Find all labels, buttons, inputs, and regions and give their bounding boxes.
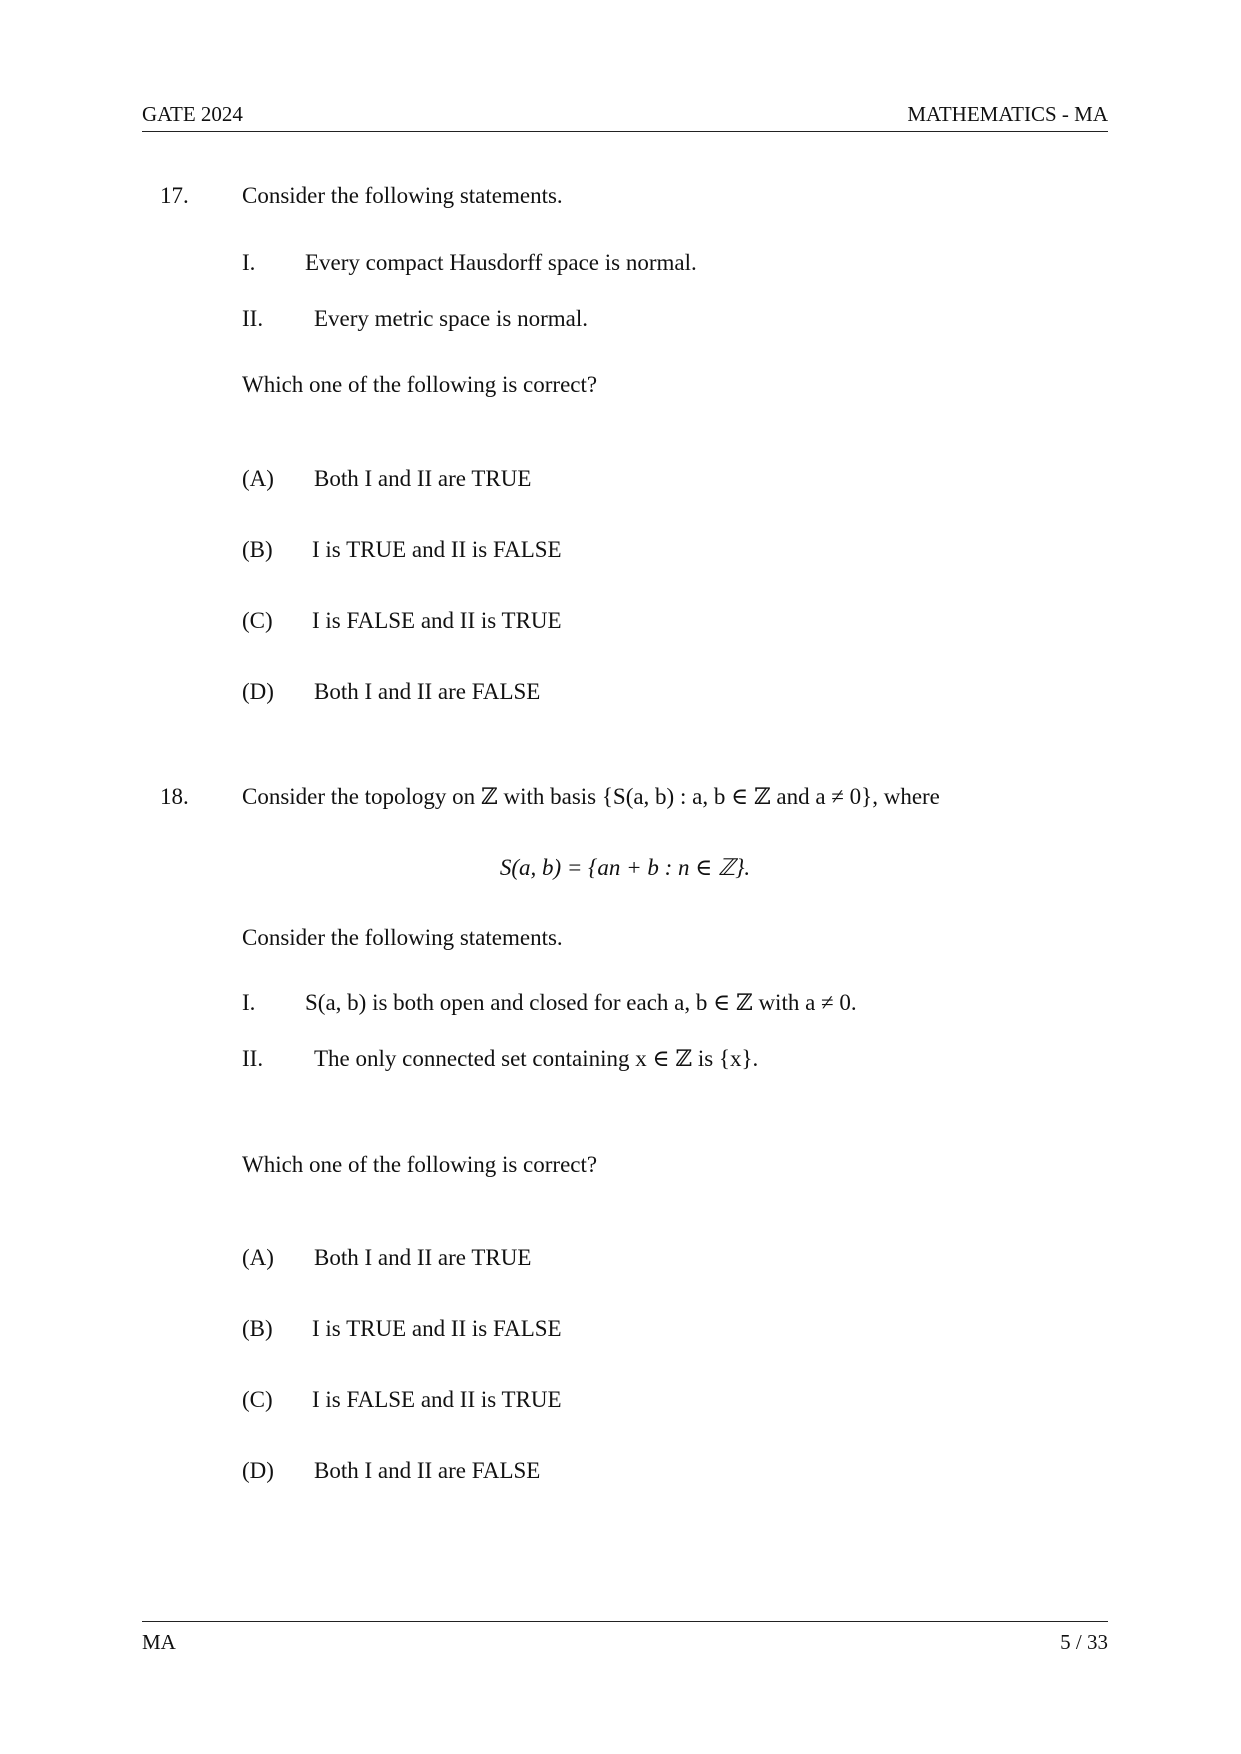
option-label-c: (C)	[242, 1387, 273, 1412]
page-footer	[142, 1630, 1108, 1655]
page-header	[142, 102, 1108, 127]
page-number: 5 / 33	[1060, 1630, 1108, 1654]
option-text-a: Both I and II are TRUE	[314, 1245, 532, 1270]
option-label-a: (A)	[242, 466, 274, 491]
option-text-b: I is TRUE and II is FALSE	[312, 537, 562, 562]
option-text-b: I is TRUE and II is FALSE	[312, 1316, 562, 1341]
question-stem-continued: Consider the following statements.	[242, 925, 563, 950]
statement-text: Every metric space is normal.	[314, 306, 588, 331]
option-label-d: (D)	[242, 679, 274, 704]
statement-label: II.	[242, 1046, 264, 1071]
header-divider	[142, 131, 1108, 132]
statement-text: S(a, b) is both open and closed for each a, b ∈ ℤ with a ≠ 0.	[305, 990, 857, 1015]
option-text-a: Both I and II are TRUE	[314, 466, 532, 491]
question-prompt: Which one of the following is correct?	[242, 372, 598, 397]
question-stem: Consider the topology on ℤ with basis {S(a, b) : a, b ∈ ℤ and a ≠ 0}, where	[242, 784, 940, 809]
paper-subject: MATHEMATICS - MA	[907, 102, 1108, 126]
question-prompt: Which one of the following is correct?	[242, 1152, 598, 1177]
statement-label: I.	[242, 990, 256, 1015]
statement-label: I.	[242, 250, 256, 275]
option-label-c: (C)	[242, 608, 273, 633]
paper-code: MA	[142, 1630, 176, 1654]
question-number: 17.	[160, 183, 189, 208]
option-label-d: (D)	[242, 1458, 274, 1483]
set-definition-equation: S(a, b) = {an + b : n ∈ ℤ}.	[499, 855, 751, 880]
statement-text: The only connected set containing x ∈ ℤ is {x}.	[314, 1046, 759, 1071]
exam-title: GATE 2024	[142, 102, 243, 126]
option-text-c: I is FALSE and II is TRUE	[312, 1387, 562, 1412]
footer-divider	[142, 1621, 1108, 1622]
option-label-b: (B)	[242, 1316, 273, 1341]
question-number: 18.	[160, 784, 189, 809]
option-label-a: (A)	[242, 1245, 274, 1270]
option-text-c: I is FALSE and II is TRUE	[312, 608, 562, 633]
statement-label: II.	[242, 306, 264, 331]
statement-text: Every compact Hausdorff space is normal.	[305, 250, 697, 275]
option-text-d: Both I and II are FALSE	[314, 679, 541, 704]
question-stem: Consider the following statements.	[242, 183, 563, 208]
option-text-d: Both I and II are FALSE	[314, 1458, 541, 1483]
option-label-b: (B)	[242, 537, 273, 562]
